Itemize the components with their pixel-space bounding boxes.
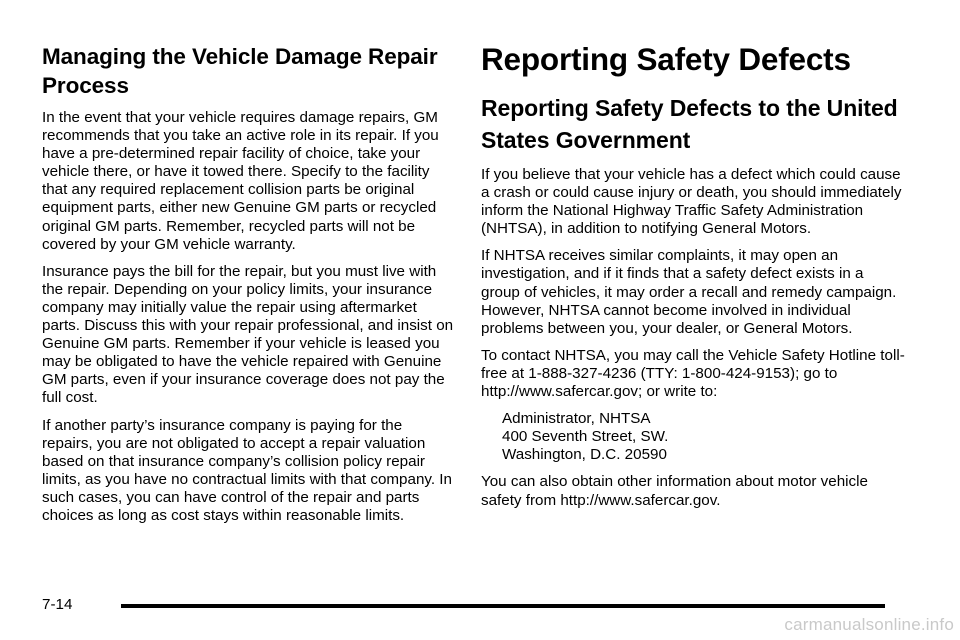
- left-column: [42, 42, 454, 534]
- page-number: 7-14: [42, 596, 73, 613]
- paragraph: Insurance pays the bill for the repair, but you must live with the repair. Depending on your policy limits, your insurance company may initially value the repair using aftermarket parts. Discuss this with your repair professional, and insist on Genuine GM parts. Remember if your vehicle is leased you may be obligated to have the vehicle repaired with Genuine GM parts, even if your insurance coverage does not pay the full cost.: [42, 262, 454, 407]
- paragraph: In the event that your vehicle requires damage repairs, GM recommends that you take an active role in its repair. If you have a pre-determined repair facility of choice, take your vehicle there, or have it towed there. Specify to the facility that any required replacement collision parts be original equipment parts, either new Genuine GM parts or recycled original GM parts. Remember, recycled parts will not be covered by your GM vehicle warranty.: [42, 109, 439, 253]
- main-heading-reporting-safety-defects: Reporting Safety Defects: [481, 41, 851, 77]
- paragraph: You can also obtain other information about motor vehicle safety from http://www.safercar.gov.: [481, 473, 868, 509]
- right-column: [481, 40, 906, 519]
- address-line: Washington, D.C. 20590: [502, 446, 667, 464]
- address-line: 400 Seventh Street, SW.: [502, 428, 669, 446]
- address-line: Administrator, NHTSA: [502, 410, 651, 428]
- paragraph: If another party’s insurance company is paying for the repairs, you are not obligated to accept a repair valuation based on that insurance company’s collision policy repair limits, as you have no contractual limits with that company. In such cases, you can have control of the repair and parts choices as long as cost stays within reasonable limits.: [42, 416, 452, 524]
- paragraph: If NHTSA receives similar complaints, it may open an investigation, and if it finds that a safety defect exists in a group of vehicles, it may order a recall and remedy campaign. However, NHTSA cannot become involved in individual problems between you, your dealer, or General Motors.: [481, 247, 897, 337]
- watermark: carmanualsonline.info: [784, 615, 954, 634]
- nhtsa-address: [502, 410, 906, 464]
- paragraph: If you believe that your vehicle has a defect which could cause a crash or could cause injury or death, you should immediately inform the National Highway Traffic Safety Administration (NHTSA), in addition to notifying General Motors.: [481, 166, 902, 238]
- footer-rule: [121, 604, 885, 608]
- paragraph: To contact NHTSA, you may call the Vehicle Safety Hotline toll-free at 1-888-327-4236 (TTY: 1-800-424-9153); go to http://www.safercar.gov; or write to:: [481, 346, 905, 401]
- sub-heading-us-government: Reporting Safety Defects to the United States Government: [481, 95, 898, 153]
- section-heading-damage-repair: Managing the Vehicle Damage Repair Process: [42, 44, 438, 98]
